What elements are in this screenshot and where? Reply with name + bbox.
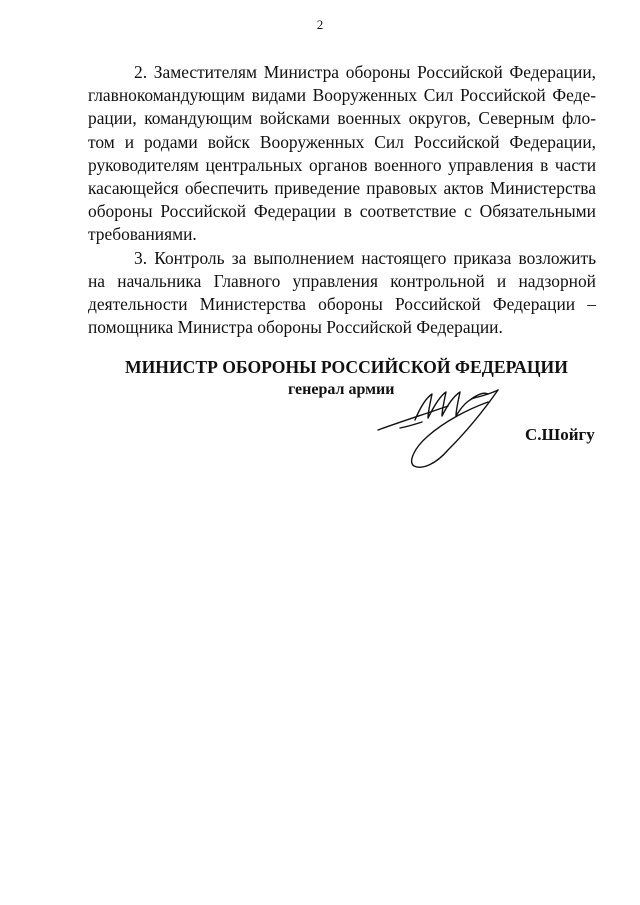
paragraph-line: помощника Министра обороны Российской Федерации. (88, 317, 503, 338)
paragraph-line: рации, командующим войсками военных округов, Северным фло- (88, 108, 596, 129)
signatory-title: МИНИСТР ОБОРОНЫ РОССИЙСКОЙ ФЕДЕРАЦИИ (125, 357, 568, 377)
paragraph-line: деятельности Министерства обороны Российской Федерации – (88, 293, 596, 314)
document-body (88, 61, 596, 339)
paragraph-2 (88, 61, 596, 247)
handwritten-signature (370, 370, 520, 480)
page-number: 2 (316, 17, 324, 32)
paragraph-line: руководителям центральных органов военного управления в части (88, 154, 596, 175)
paragraph-line: 3. Контроль за выполнением настоящего приказа возложить (134, 247, 596, 268)
paragraph-line: на начальника Главного управления контрольной и надзорной (88, 270, 596, 291)
paragraph-line: обороны Российской Федерации в соответствие с Обязательными (88, 201, 596, 222)
signatory-rank: генерал армии (288, 381, 395, 398)
paragraph-line: 2. Заместителям Министра обороны Российской Федерации, (134, 62, 596, 82)
paragraph-line: главнокомандующим видами Вооруженных Сил Российской Феде- (88, 85, 596, 106)
signatory-name: С.Шойгу (525, 425, 595, 444)
paragraph-3 (88, 247, 596, 340)
paragraph-line: касающейся обеспечить приведение правовых актов Министерства (88, 177, 596, 198)
paragraph-line: требованиями. (88, 224, 197, 245)
paragraph-line: том и родами войск Вооруженных Сил Российской Федерации, (88, 131, 596, 152)
